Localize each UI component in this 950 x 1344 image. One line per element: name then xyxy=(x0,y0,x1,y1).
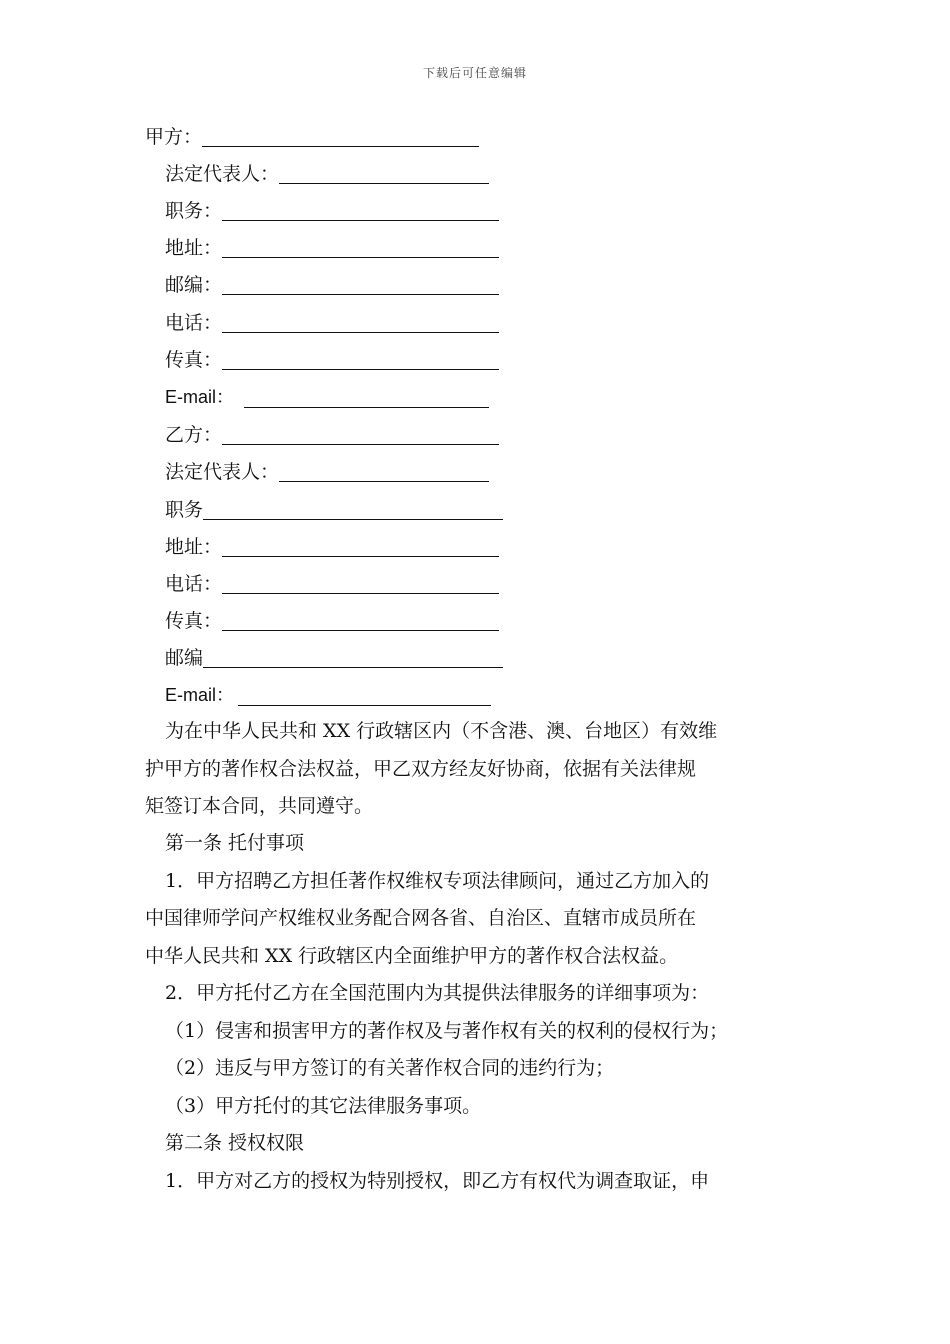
party-b-email-label: E-mail： xyxy=(165,685,235,705)
party-b-phone-row xyxy=(165,567,499,597)
party-b-phone-blank[interactable] xyxy=(222,573,499,594)
party-a-address-blank[interactable] xyxy=(222,237,499,258)
article-2-title: 第二条 授权权限 xyxy=(165,1132,305,1154)
party-b-email-blank[interactable] xyxy=(238,685,491,706)
party-a-email-label: E-mail： xyxy=(165,387,235,407)
party-a-position-blank[interactable] xyxy=(222,200,499,221)
preamble-paragraph xyxy=(145,713,815,826)
article-1 xyxy=(145,825,815,1125)
preamble-line: 矩签订本合同，共同遵守。 xyxy=(145,795,374,817)
party-b-fax-row xyxy=(165,604,499,634)
article-1-sub-2: （2）违反与甲方签订的有关著作权合同的违约行为； xyxy=(165,1057,615,1079)
party-b-postcode-row xyxy=(165,641,503,671)
article-1-title: 第一条 托付事项 xyxy=(165,832,305,854)
party-a-postcode-label: 邮编： xyxy=(165,273,223,296)
party-a-postcode-blank[interactable] xyxy=(222,274,499,295)
party-b-address-row xyxy=(165,530,499,560)
party-b-name-blank[interactable] xyxy=(222,424,499,445)
party-a-postcode-row xyxy=(165,268,499,298)
party-b-address-label: 地址： xyxy=(165,535,223,558)
party-a-email-blank[interactable] xyxy=(244,387,489,408)
article-1-item-1-line: 中华人民共和 XX 行政辖区内全面维护甲方的著作权合法权益。 xyxy=(145,944,679,967)
party-a-name-label: 甲方： xyxy=(145,125,203,148)
party-b-position-blank[interactable] xyxy=(203,499,503,520)
party-a-phone-row xyxy=(165,306,499,336)
party-a-rep-label: 法定代表人： xyxy=(165,162,280,185)
party-b-fax-label: 传真： xyxy=(165,609,223,632)
party-b-postcode-label: 邮编 xyxy=(165,646,204,669)
party-b-rep-blank[interactable] xyxy=(279,461,489,482)
party-a-rep-row xyxy=(165,157,489,187)
article-1-item-2: 2．甲方托付乙方在全国范围内为其提供法律服务的详细事项为： xyxy=(165,982,710,1004)
party-a-name-blank[interactable] xyxy=(202,126,479,147)
article-1-sub-1: （1）侵害和损害甲方的著作权及与著作权有关的权利的侵权行为； xyxy=(165,1019,729,1042)
article-1-sub-3: （3）甲方托付的其它法律服务事项。 xyxy=(165,1094,482,1117)
party-a-address-label: 地址： xyxy=(165,236,223,259)
page-header: 下载后可任意编辑 xyxy=(422,66,527,80)
party-a-position-label: 职务： xyxy=(165,199,223,222)
party-a-name-row xyxy=(145,120,479,150)
party-a-address-row xyxy=(165,231,499,261)
party-b-position-label: 职务 xyxy=(165,498,204,521)
party-b-phone-label: 电话： xyxy=(165,572,223,595)
party-b-name-label: 乙方： xyxy=(165,423,223,446)
party-a-phone-blank[interactable] xyxy=(222,312,499,333)
preamble-line: 为在中华人民共和 XX 行政辖区内（不含港、澳、台地区）有效维 xyxy=(165,720,718,742)
party-a-fax-label: 传真： xyxy=(165,348,223,371)
party-b-rep-row xyxy=(165,455,489,485)
article-1-item-1-line: 1．甲方招聘乙方担任著作权维权专项法律顾问，通过乙方加入的 xyxy=(165,869,710,892)
party-b-fax-blank[interactable] xyxy=(222,610,499,631)
article-2-item-1: 1．甲方对乙方的授权为特别授权，即乙方有权代为调查取证，申 xyxy=(165,1169,710,1192)
party-a-fax-row xyxy=(165,343,499,373)
party-a-rep-blank[interactable] xyxy=(279,163,489,184)
party-b-position-row xyxy=(165,493,503,523)
article-1-item-1-line: 中国律师学问产权维权业务配合网各省、自治区、直辖市成员所在 xyxy=(145,907,697,929)
article-2 xyxy=(145,1125,815,1200)
party-b-rep-label: 法定代表人： xyxy=(165,460,280,483)
party-a-fax-blank[interactable] xyxy=(222,349,499,370)
party-b-name-row xyxy=(165,418,499,448)
party-b-address-blank[interactable] xyxy=(222,536,499,557)
party-a-email-row xyxy=(165,381,489,411)
party-a-position-row xyxy=(165,194,499,224)
party-a-phone-label: 电话： xyxy=(165,311,223,334)
party-b-postcode-blank[interactable] xyxy=(203,647,503,668)
preamble-line: 护甲方的著作权合法权益，甲乙双方经友好协商，依据有关法律规 xyxy=(145,757,697,780)
party-b-email-row xyxy=(165,679,491,709)
